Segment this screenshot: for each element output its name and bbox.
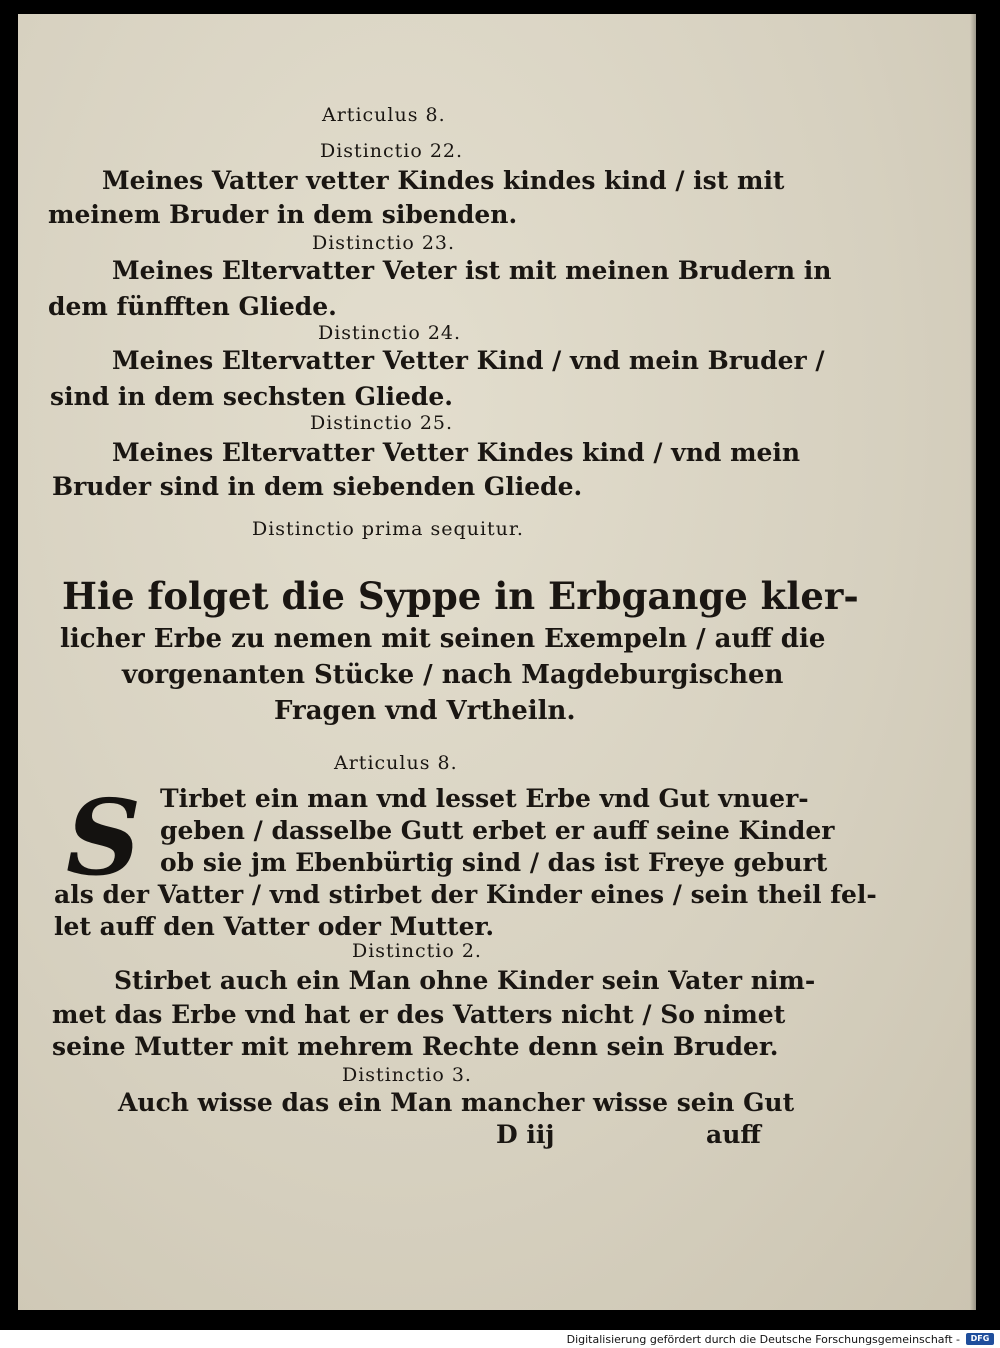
text-line: Bruder sind in dem siebenden Gliede.: [52, 472, 583, 501]
footer-credit-text: Digitalisierung gefördert durch die Deutsche Forschungsgemeinschaft -: [566, 1333, 960, 1346]
text-line: als der Vatter / vnd stirbet der Kinder eines / sein theil fel-: [54, 880, 877, 909]
text-line: Auch wisse das ein Man mancher wisse sein Gut: [118, 1088, 795, 1117]
text-line: Meines Eltervatter Veter ist mit meinen Brudern in: [112, 256, 832, 285]
text-line: Tirbet ein man vnd lesset Erbe vnd Gut vnuer-: [160, 784, 809, 813]
articulus-heading-mid: Articulus 8.: [334, 752, 458, 774]
catchword: auff: [706, 1120, 761, 1149]
text-line: Meines Eltervatter Vetter Kind / vnd mein Bruder /: [112, 346, 825, 375]
page-edge-shadow: [970, 14, 976, 1310]
section-title-line-4: Fragen vnd Vrtheiln.: [274, 696, 576, 726]
book-page: [18, 14, 976, 1310]
text-line: geben / dasselbe Gutt erbet er auff seine Kinder: [160, 816, 835, 845]
dfg-logo: DFG: [966, 1333, 994, 1345]
text-line: let auff den Vatter oder Mutter.: [54, 912, 495, 941]
articulus-heading-top: Articulus 8.: [322, 104, 446, 126]
distinctio-3-heading: Distinctio 3.: [342, 1064, 472, 1086]
text-line: seine Mutter mit mehrem Rechte denn sein Bruder.: [52, 1032, 779, 1061]
distinctio-23-heading: Distinctio 23.: [312, 232, 456, 254]
distinctio-24-heading: Distinctio 24.: [318, 322, 462, 344]
section-title-line-2: licher Erbe zu nemen mit seinen Exempeln / auff die: [60, 624, 826, 654]
footer-bar: [0, 1330, 1000, 1348]
text-line: Meines Eltervatter Vetter Kindes kind / vnd mein: [112, 438, 801, 467]
text-line: met das Erbe vnd hat er des Vatters nicht / So nimet: [52, 1000, 786, 1029]
text-line: dem fünfften Gliede.: [48, 292, 337, 321]
text-line: ob sie jm Ebenbürtig sind / das ist Freye geburt: [160, 848, 828, 877]
section-title-line-1: Hie folget die Syppe in Erbgange kler-: [62, 574, 859, 618]
drop-cap-initial: S: [66, 776, 142, 899]
distinctio-25-heading: Distinctio 25.: [310, 412, 454, 434]
section-title-line-3: vorgenanten Stücke / nach Magdeburgischen: [122, 660, 784, 690]
distinctio-2-heading: Distinctio 2.: [352, 940, 482, 962]
text-line: meinem Bruder in dem sibenden.: [48, 200, 518, 229]
text-line: Meines Vatter vetter Kindes kindes kind / ist mit: [102, 166, 785, 195]
distinctio-22-heading: Distinctio 22.: [320, 140, 464, 162]
distinctio-prima-sequitur: Distinctio prima sequitur.: [252, 518, 524, 540]
text-line: Stirbet auch ein Man ohne Kinder sein Vater nim-: [114, 966, 816, 995]
signature-mark: D iij: [496, 1120, 555, 1149]
text-line: sind in dem sechsten Gliede.: [50, 382, 453, 411]
